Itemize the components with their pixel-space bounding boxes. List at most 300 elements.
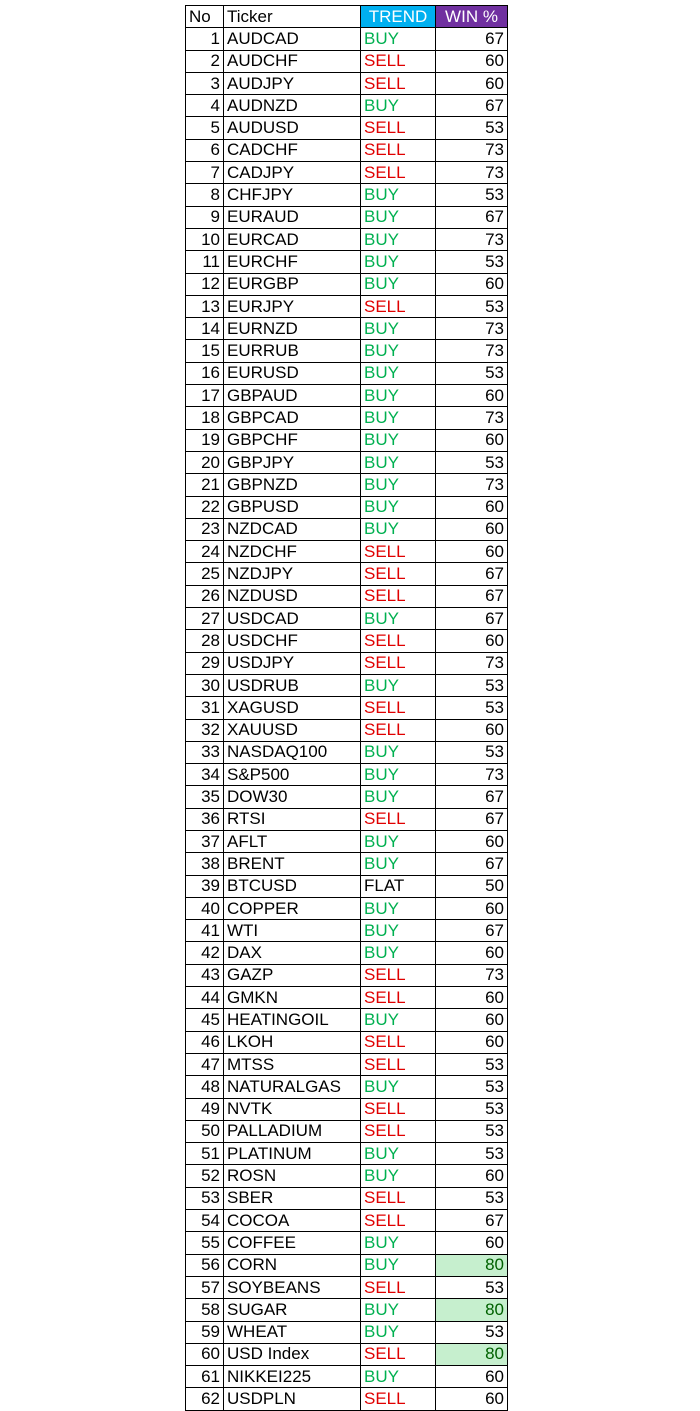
trend-cell: SELL [361, 563, 436, 585]
trend-cell: BUY [361, 764, 436, 786]
win-percent-cell: 53 [436, 451, 508, 473]
table-row [186, 830, 508, 852]
win-percent-cell: 53 [436, 1143, 508, 1165]
signals-table [185, 5, 508, 1411]
row-number: 52 [186, 1165, 224, 1187]
row-number: 5 [186, 117, 224, 139]
trend-cell: SELL [361, 139, 436, 161]
trend-cell: SELL [361, 697, 436, 719]
win-percent-cell: 60 [436, 273, 508, 295]
ticker-cell: AFLT [224, 830, 361, 852]
win-percent-cell: 53 [436, 1053, 508, 1075]
win-percent-cell: 80 [436, 1254, 508, 1276]
row-number: 21 [186, 474, 224, 496]
win-percent-cell: 67 [436, 786, 508, 808]
win-percent-cell: 73 [436, 228, 508, 250]
trend-cell: BUY [361, 1321, 436, 1343]
win-percent-cell: 67 [436, 585, 508, 607]
row-number: 22 [186, 496, 224, 518]
ticker-cell: BTCUSD [224, 875, 361, 897]
trend-cell: BUY [361, 228, 436, 250]
row-number: 16 [186, 362, 224, 384]
table-row [186, 563, 508, 585]
ticker-cell: USDCAD [224, 608, 361, 630]
row-number: 8 [186, 184, 224, 206]
trend-cell: BUY [361, 830, 436, 852]
ticker-cell: GBPCHF [224, 429, 361, 451]
ticker-cell: CADCHF [224, 139, 361, 161]
trend-cell: BUY [361, 206, 436, 228]
trend-cell: BUY [361, 385, 436, 407]
row-number: 57 [186, 1276, 224, 1298]
trend-cell: SELL [361, 1276, 436, 1298]
ticker-cell: NZDUSD [224, 585, 361, 607]
trend-cell: BUY [361, 318, 436, 340]
row-number: 34 [186, 764, 224, 786]
trend-cell: SELL [361, 1120, 436, 1142]
win-percent-cell: 53 [436, 1187, 508, 1209]
trend-cell: BUY [361, 273, 436, 295]
ticker-cell: USDPLN [224, 1388, 361, 1410]
win-percent-cell: 80 [436, 1343, 508, 1365]
ticker-cell: COPPER [224, 897, 361, 919]
table-row [186, 1343, 508, 1365]
win-percent-cell: 60 [436, 541, 508, 563]
win-percent-cell: 60 [436, 72, 508, 94]
win-percent-cell: 67 [436, 28, 508, 50]
row-number: 4 [186, 95, 224, 117]
table-row [186, 1143, 508, 1165]
trend-cell: BUY [361, 518, 436, 540]
trend-cell: SELL [361, 72, 436, 94]
row-number: 25 [186, 563, 224, 585]
table-row [186, 72, 508, 94]
table-row [186, 50, 508, 72]
trend-cell: BUY [361, 1254, 436, 1276]
win-percent-cell: 60 [436, 1232, 508, 1254]
win-percent-cell: 53 [436, 1120, 508, 1142]
trend-cell: BUY [361, 429, 436, 451]
table-row [186, 1098, 508, 1120]
trend-cell: SELL [361, 1031, 436, 1053]
table-row [186, 474, 508, 496]
trend-cell: SELL [361, 1388, 436, 1410]
table-row [186, 674, 508, 696]
win-percent-cell: 53 [436, 1076, 508, 1098]
ticker-cell: XAGUSD [224, 697, 361, 719]
row-number: 33 [186, 741, 224, 763]
ticker-cell: GAZP [224, 964, 361, 986]
win-percent-cell: 67 [436, 808, 508, 830]
trend-cell: SELL [361, 50, 436, 72]
trend-cell: BUY [361, 920, 436, 942]
ticker-cell: NATURALGAS [224, 1076, 361, 1098]
row-number: 42 [186, 942, 224, 964]
win-percent-cell: 67 [436, 1210, 508, 1232]
row-number: 27 [186, 608, 224, 630]
table-row [186, 608, 508, 630]
header-trend: TREND [361, 6, 436, 28]
table-row [186, 987, 508, 1009]
trend-cell: BUY [361, 28, 436, 50]
win-percent-cell: 60 [436, 942, 508, 964]
trend-cell: BUY [361, 674, 436, 696]
table-row [186, 295, 508, 317]
ticker-cell: XAUUSD [224, 719, 361, 741]
trend-cell: BUY [361, 608, 436, 630]
header-row [186, 6, 508, 28]
win-percent-cell: 60 [436, 496, 508, 518]
table-row [186, 496, 508, 518]
ticker-cell: GBPJPY [224, 451, 361, 473]
win-percent-cell: 67 [436, 206, 508, 228]
trend-cell: BUY [361, 1076, 436, 1098]
table-row [186, 808, 508, 830]
ticker-cell: SOYBEANS [224, 1276, 361, 1298]
trend-cell: BUY [361, 1009, 436, 1031]
trend-cell: SELL [361, 964, 436, 986]
row-number: 9 [186, 206, 224, 228]
row-number: 36 [186, 808, 224, 830]
ticker-cell: RTSI [224, 808, 361, 830]
win-percent-cell: 60 [436, 897, 508, 919]
win-percent-cell: 53 [436, 362, 508, 384]
trend-cell: SELL [361, 1343, 436, 1365]
table-row [186, 206, 508, 228]
trend-cell: BUY [361, 95, 436, 117]
trend-cell: BUY [361, 853, 436, 875]
trend-cell: SELL [361, 162, 436, 184]
table-row [186, 697, 508, 719]
table-row [186, 318, 508, 340]
row-number: 56 [186, 1254, 224, 1276]
win-percent-cell: 60 [436, 385, 508, 407]
trend-cell: BUY [361, 474, 436, 496]
win-percent-cell: 53 [436, 117, 508, 139]
trend-cell: BUY [361, 340, 436, 362]
table-row [186, 630, 508, 652]
win-percent-cell: 53 [436, 1276, 508, 1298]
trend-cell: SELL [361, 1053, 436, 1075]
win-percent-cell: 53 [436, 1098, 508, 1120]
trend-cell: SELL [361, 585, 436, 607]
trend-cell: BUY [361, 1165, 436, 1187]
row-number: 20 [186, 451, 224, 473]
header-no: No [186, 6, 224, 28]
win-percent-cell: 53 [436, 251, 508, 273]
trend-cell: BUY [361, 451, 436, 473]
table-row [186, 853, 508, 875]
table-row [186, 1210, 508, 1232]
row-number: 48 [186, 1076, 224, 1098]
table-row [186, 1254, 508, 1276]
trend-cell: SELL [361, 295, 436, 317]
table-body [186, 28, 508, 1410]
row-number: 17 [186, 385, 224, 407]
ticker-cell: AUDCAD [224, 28, 361, 50]
win-percent-cell: 53 [436, 295, 508, 317]
row-number: 45 [186, 1009, 224, 1031]
ticker-cell: GBPCAD [224, 407, 361, 429]
row-number: 55 [186, 1232, 224, 1254]
row-number: 35 [186, 786, 224, 808]
win-percent-cell: 60 [436, 50, 508, 72]
table-row [186, 184, 508, 206]
row-number: 41 [186, 920, 224, 942]
ticker-cell: CHFJPY [224, 184, 361, 206]
table-row [186, 1076, 508, 1098]
ticker-cell: AUDJPY [224, 72, 361, 94]
trend-cell: FLAT [361, 875, 436, 897]
ticker-cell: NIKKEI225 [224, 1366, 361, 1388]
table-row [186, 139, 508, 161]
ticker-cell: NZDCHF [224, 541, 361, 563]
table-row [186, 1388, 508, 1410]
table-row [186, 28, 508, 50]
win-percent-cell: 73 [436, 964, 508, 986]
row-number: 6 [186, 139, 224, 161]
trend-cell: BUY [361, 362, 436, 384]
trend-cell: BUY [361, 786, 436, 808]
table-row [186, 451, 508, 473]
row-number: 15 [186, 340, 224, 362]
ticker-cell: EURGBP [224, 273, 361, 295]
win-percent-cell: 60 [436, 987, 508, 1009]
win-percent-cell: 60 [436, 719, 508, 741]
trend-cell: BUY [361, 1366, 436, 1388]
trend-cell: SELL [361, 719, 436, 741]
row-number: 29 [186, 652, 224, 674]
win-percent-cell: 73 [436, 139, 508, 161]
row-number: 39 [186, 875, 224, 897]
row-number: 44 [186, 987, 224, 1009]
ticker-cell: NZDCAD [224, 518, 361, 540]
table-row [186, 652, 508, 674]
ticker-cell: EURRUB [224, 340, 361, 362]
table-row [186, 875, 508, 897]
ticker-cell: CORN [224, 1254, 361, 1276]
trend-cell: BUY [361, 1299, 436, 1321]
row-number: 24 [186, 541, 224, 563]
ticker-cell: WHEAT [224, 1321, 361, 1343]
row-number: 46 [186, 1031, 224, 1053]
row-number: 43 [186, 964, 224, 986]
row-number: 2 [186, 50, 224, 72]
trend-cell: SELL [361, 541, 436, 563]
table-row [186, 1053, 508, 1075]
trend-cell: BUY [361, 1143, 436, 1165]
ticker-cell: SUGAR [224, 1299, 361, 1321]
table-row [186, 541, 508, 563]
trend-cell: SELL [361, 1210, 436, 1232]
row-number: 53 [186, 1187, 224, 1209]
trend-cell: SELL [361, 1098, 436, 1120]
ticker-cell: USDJPY [224, 652, 361, 674]
trend-cell: SELL [361, 1187, 436, 1209]
win-percent-cell: 73 [436, 318, 508, 340]
row-number: 11 [186, 251, 224, 273]
row-number: 28 [186, 630, 224, 652]
table-row [186, 1321, 508, 1343]
ticker-cell: BRENT [224, 853, 361, 875]
row-number: 58 [186, 1299, 224, 1321]
win-percent-cell: 53 [436, 697, 508, 719]
ticker-cell: EURJPY [224, 295, 361, 317]
trend-cell: BUY [361, 942, 436, 964]
ticker-cell: EURCAD [224, 228, 361, 250]
table-row [186, 95, 508, 117]
win-percent-cell: 50 [436, 875, 508, 897]
row-number: 10 [186, 228, 224, 250]
table-row [186, 1366, 508, 1388]
win-percent-cell: 53 [436, 741, 508, 763]
row-number: 54 [186, 1210, 224, 1232]
row-number: 49 [186, 1098, 224, 1120]
win-percent-cell: 60 [436, 1388, 508, 1410]
row-number: 12 [186, 273, 224, 295]
row-number: 1 [186, 28, 224, 50]
ticker-cell: COCOA [224, 1210, 361, 1232]
row-number: 62 [186, 1388, 224, 1410]
header-ticker: Ticker [224, 6, 361, 28]
row-number: 26 [186, 585, 224, 607]
ticker-cell: EURNZD [224, 318, 361, 340]
win-percent-cell: 67 [436, 563, 508, 585]
ticker-cell: NASDAQ100 [224, 741, 361, 763]
trend-cell: BUY [361, 184, 436, 206]
ticker-cell: GBPNZD [224, 474, 361, 496]
row-number: 59 [186, 1321, 224, 1343]
row-number: 47 [186, 1053, 224, 1075]
header-win-percent: WIN % [436, 6, 508, 28]
table-row [186, 518, 508, 540]
row-number: 50 [186, 1120, 224, 1142]
table-row [186, 942, 508, 964]
row-number: 37 [186, 830, 224, 852]
trend-cell: BUY [361, 1232, 436, 1254]
table-row [186, 429, 508, 451]
ticker-cell: USDCHF [224, 630, 361, 652]
table-row [186, 764, 508, 786]
table-row [186, 385, 508, 407]
win-percent-cell: 73 [436, 764, 508, 786]
ticker-cell: AUDNZD [224, 95, 361, 117]
row-number: 14 [186, 318, 224, 340]
win-percent-cell: 53 [436, 674, 508, 696]
table-row [186, 585, 508, 607]
table-row [186, 897, 508, 919]
trend-cell: SELL [361, 652, 436, 674]
ticker-cell: DAX [224, 942, 361, 964]
win-percent-cell: 67 [436, 853, 508, 875]
ticker-cell: S&P500 [224, 764, 361, 786]
table-row [186, 719, 508, 741]
win-percent-cell: 53 [436, 184, 508, 206]
row-number: 31 [186, 697, 224, 719]
table-row [186, 340, 508, 362]
table-row [186, 1299, 508, 1321]
trend-cell: SELL [361, 987, 436, 1009]
row-number: 13 [186, 295, 224, 317]
ticker-cell: HEATINGOIL [224, 1009, 361, 1031]
row-number: 7 [186, 162, 224, 184]
row-number: 40 [186, 897, 224, 919]
trend-cell: BUY [361, 496, 436, 518]
row-number: 32 [186, 719, 224, 741]
ticker-cell: WTI [224, 920, 361, 942]
table-row [186, 162, 508, 184]
ticker-cell: GBPUSD [224, 496, 361, 518]
win-percent-cell: 73 [436, 652, 508, 674]
ticker-cell: SBER [224, 1187, 361, 1209]
table-row [186, 964, 508, 986]
win-percent-cell: 73 [436, 340, 508, 362]
trend-cell: BUY [361, 407, 436, 429]
row-number: 38 [186, 853, 224, 875]
win-percent-cell: 60 [436, 1031, 508, 1053]
row-number: 23 [186, 518, 224, 540]
table-row [186, 1009, 508, 1031]
ticker-cell: NZDJPY [224, 563, 361, 585]
ticker-cell: EURUSD [224, 362, 361, 384]
win-percent-cell: 73 [436, 474, 508, 496]
ticker-cell: CADJPY [224, 162, 361, 184]
ticker-cell: ROSN [224, 1165, 361, 1187]
table-row [186, 1232, 508, 1254]
trend-cell: BUY [361, 251, 436, 273]
trend-cell: SELL [361, 630, 436, 652]
win-percent-cell: 60 [436, 1165, 508, 1187]
row-number: 3 [186, 72, 224, 94]
ticker-cell: GBPAUD [224, 385, 361, 407]
ticker-cell: MTSS [224, 1053, 361, 1075]
table-row [186, 920, 508, 942]
trend-cell: BUY [361, 741, 436, 763]
win-percent-cell: 60 [436, 518, 508, 540]
ticker-cell: GMKN [224, 987, 361, 1009]
table-row [186, 741, 508, 763]
ticker-cell: AUDCHF [224, 50, 361, 72]
table-row [186, 117, 508, 139]
ticker-cell: USD Index [224, 1343, 361, 1365]
table-row [186, 786, 508, 808]
table-row [186, 273, 508, 295]
trend-cell: SELL [361, 808, 436, 830]
ticker-cell: DOW30 [224, 786, 361, 808]
table-row [186, 1120, 508, 1142]
win-percent-cell: 60 [436, 429, 508, 451]
win-percent-cell: 73 [436, 162, 508, 184]
row-number: 30 [186, 674, 224, 696]
win-percent-cell: 60 [436, 1366, 508, 1388]
table-row [186, 228, 508, 250]
win-percent-cell: 67 [436, 920, 508, 942]
win-percent-cell: 67 [436, 608, 508, 630]
win-percent-cell: 67 [436, 95, 508, 117]
table-row [186, 362, 508, 384]
trend-cell: SELL [361, 117, 436, 139]
table-row [186, 1165, 508, 1187]
row-number: 61 [186, 1366, 224, 1388]
table-row [186, 1031, 508, 1053]
trend-cell: BUY [361, 897, 436, 919]
win-percent-cell: 80 [436, 1299, 508, 1321]
win-percent-cell: 53 [436, 1321, 508, 1343]
ticker-cell: USDRUB [224, 674, 361, 696]
row-number: 51 [186, 1143, 224, 1165]
table-row [186, 407, 508, 429]
ticker-cell: AUDUSD [224, 117, 361, 139]
